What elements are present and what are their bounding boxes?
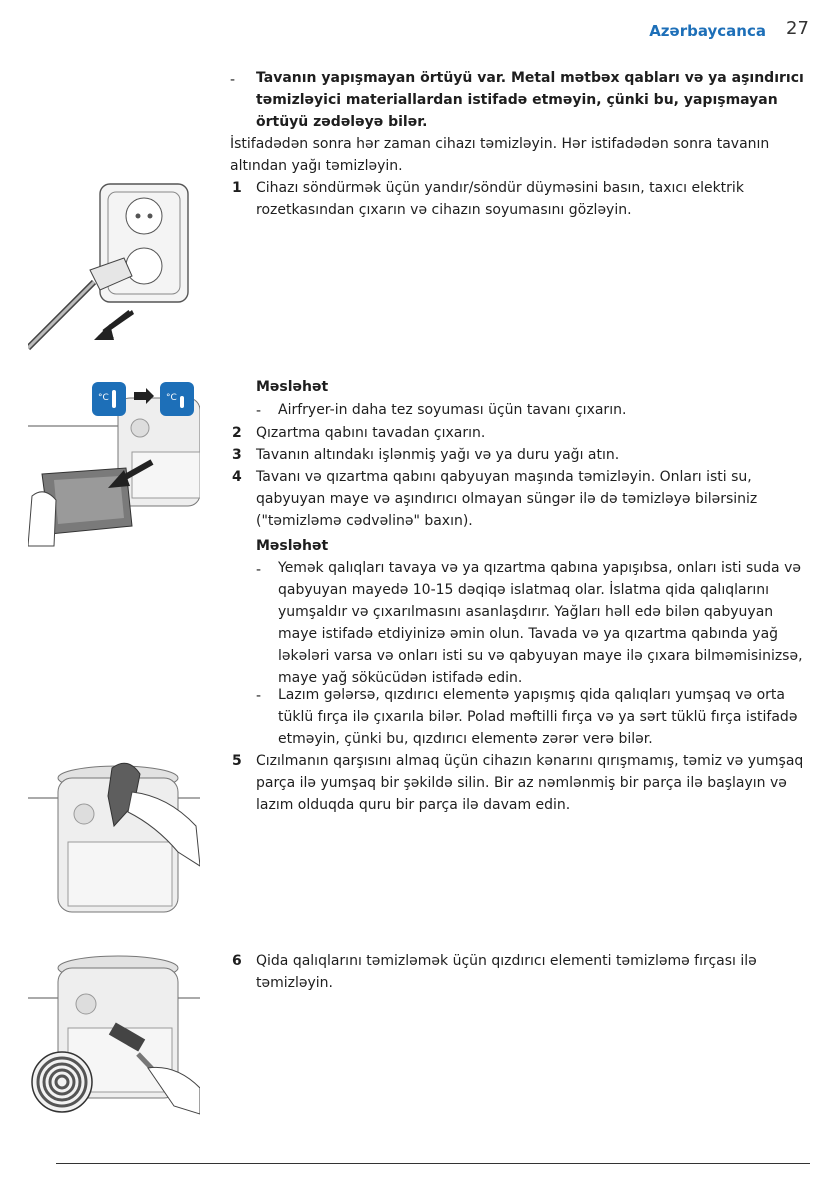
socket-outlet-top: [126, 198, 162, 234]
step-1-number: 1: [232, 180, 242, 196]
step-4-line-3: ("təmizləmə cədvəlinə" baxın).: [256, 513, 473, 529]
step-5-line-2: parça ilə yumşaq bir şəkildə silin. Bir az nəmlənmiş bir parça ilə başlayın və: [256, 775, 787, 791]
step-2-number: 2: [232, 425, 242, 441]
step-3-number: 3: [232, 447, 242, 463]
temp-cool-label: °C: [166, 393, 177, 403]
step-5-line-1: Cızılmanın qarşısını almaq üçün cihazın kənarını qırışmamış, təmiz və yumşaq: [256, 753, 804, 769]
hand-icon: [28, 492, 56, 546]
tip-2-item-1-line-1: Yemək qalıqları tavaya və ya qızartma qabına yapışıbsa, onları isti suda və: [278, 560, 801, 576]
remove-basket-illustration: [28, 378, 200, 548]
step-6-line-2: təmizləyin.: [256, 975, 333, 991]
step-5-number: 5: [232, 753, 242, 769]
tip-2-item-2-line-1: Lazım gələrsə, qızdırıcı elementə yapışmış qida qalıqları yumşaq və orta: [278, 687, 785, 703]
tip-2-item-2-dash: -: [256, 688, 262, 704]
temp-hot-label: °C: [98, 393, 109, 403]
page-number: 27: [786, 18, 809, 39]
tip-2-item-1-line-3: yumşaldır və çıxarılmasını asanlaşdırır. Yağları həll edə bilən qabyuyan: [278, 604, 774, 620]
step-5-line-3: lazım olduqda quru bir parça ilə davam edin.: [256, 797, 571, 813]
socket-outlet-bottom: [126, 248, 162, 284]
tip-1-dash: -: [256, 403, 262, 419]
tip-2-item-1-dash: -: [256, 562, 262, 578]
step-4-line-2: qabyuyan maye və aşındırıcı olmayan süngər ilə də təmizləyə bilərsiniz: [256, 491, 758, 507]
tip-2-item-1-line-6: maye yağ sökücüdən istifadə edin.: [278, 670, 523, 686]
warning-dash: -: [230, 72, 236, 88]
step-1-line-1: Cihazı söndürmək üçün yandır/söndür düyməsini basın, taxıcı elektrik: [256, 180, 744, 196]
warning-line-1: Tavanın yapışmayan örtüyü var. Metal mətbəx qabları və ya aşındırıcı: [256, 70, 804, 86]
footer-rule: [56, 1163, 810, 1164]
step-4-number: 4: [232, 469, 242, 485]
step-3-text: Tavanın altındakı işlənmiş yağı və ya duru yağı atın.: [256, 447, 620, 463]
tip-1-heading: Məsləhət: [256, 379, 329, 395]
step-2-text: Qızartma qabını tavadan çıxarın.: [256, 425, 486, 441]
step-4-line-1: Tavanı və qızartma qabını qabyuyan maşında təmizləyin. Onları isti su,: [256, 469, 752, 485]
brush-heating-element-illustration: [28, 946, 200, 1116]
intro-line-2: altından yağı təmizləyin.: [230, 158, 403, 174]
warning-line-3: örtüyü zədələyə bilər.: [256, 114, 428, 130]
tip-2-item-1-line-2: qabyuyan mayedə 10-15 dəqiqə islatmaq olar. İslatma qida qalıqlarını: [278, 582, 769, 598]
tip-2-item-1-line-5: ləkələri varsa və onları isti su və qabyuyan maye ilə çıxara bilməmisinizsə,: [278, 648, 803, 664]
tip-2-heading: Məsləhət: [256, 538, 329, 554]
header-language: Azərbaycanca: [649, 22, 766, 40]
tip-2-item-2-line-3: etməyin, çünki bu, qızdırıcı elementə zərər verə bilər.: [278, 731, 653, 747]
warning-line-2: təmizləyici materiallardan istifadə etməyin, çünki bu, yapışmayan: [256, 92, 778, 108]
wipe-exterior-illustration: [28, 756, 200, 916]
tip-1-text: Airfryer-in daha tez soyuması üçün tavanı çıxarın.: [278, 402, 627, 418]
tip-2-item-1-line-4: maye istifadə etdiyinizə əmin olun. Tavada və ya qızartma qabında yağ: [278, 626, 779, 642]
intro-line-1: İstifadədən sonra hər zaman cihazı təmizləyin. Hər istifadədən sonra tavanın: [230, 136, 770, 152]
step-6-number: 6: [232, 953, 242, 969]
heating-element-icon: [32, 1052, 92, 1112]
tip-2-item-2-line-2: tüklü fırça ilə çıxarıla bilər. Polad məftilli fırça və ya sərt tüklü fırça istifadə: [278, 709, 798, 725]
step-6-line-1: Qida qalıqlarını təmizləmək üçün qızdırıcı elementi təmizləmə fırçası ilə: [256, 953, 757, 969]
step-1-line-2: rozetkasından çıxarın və cihazın soyumasını gözləyin.: [256, 202, 632, 218]
unplug-illustration: [28, 178, 200, 353]
